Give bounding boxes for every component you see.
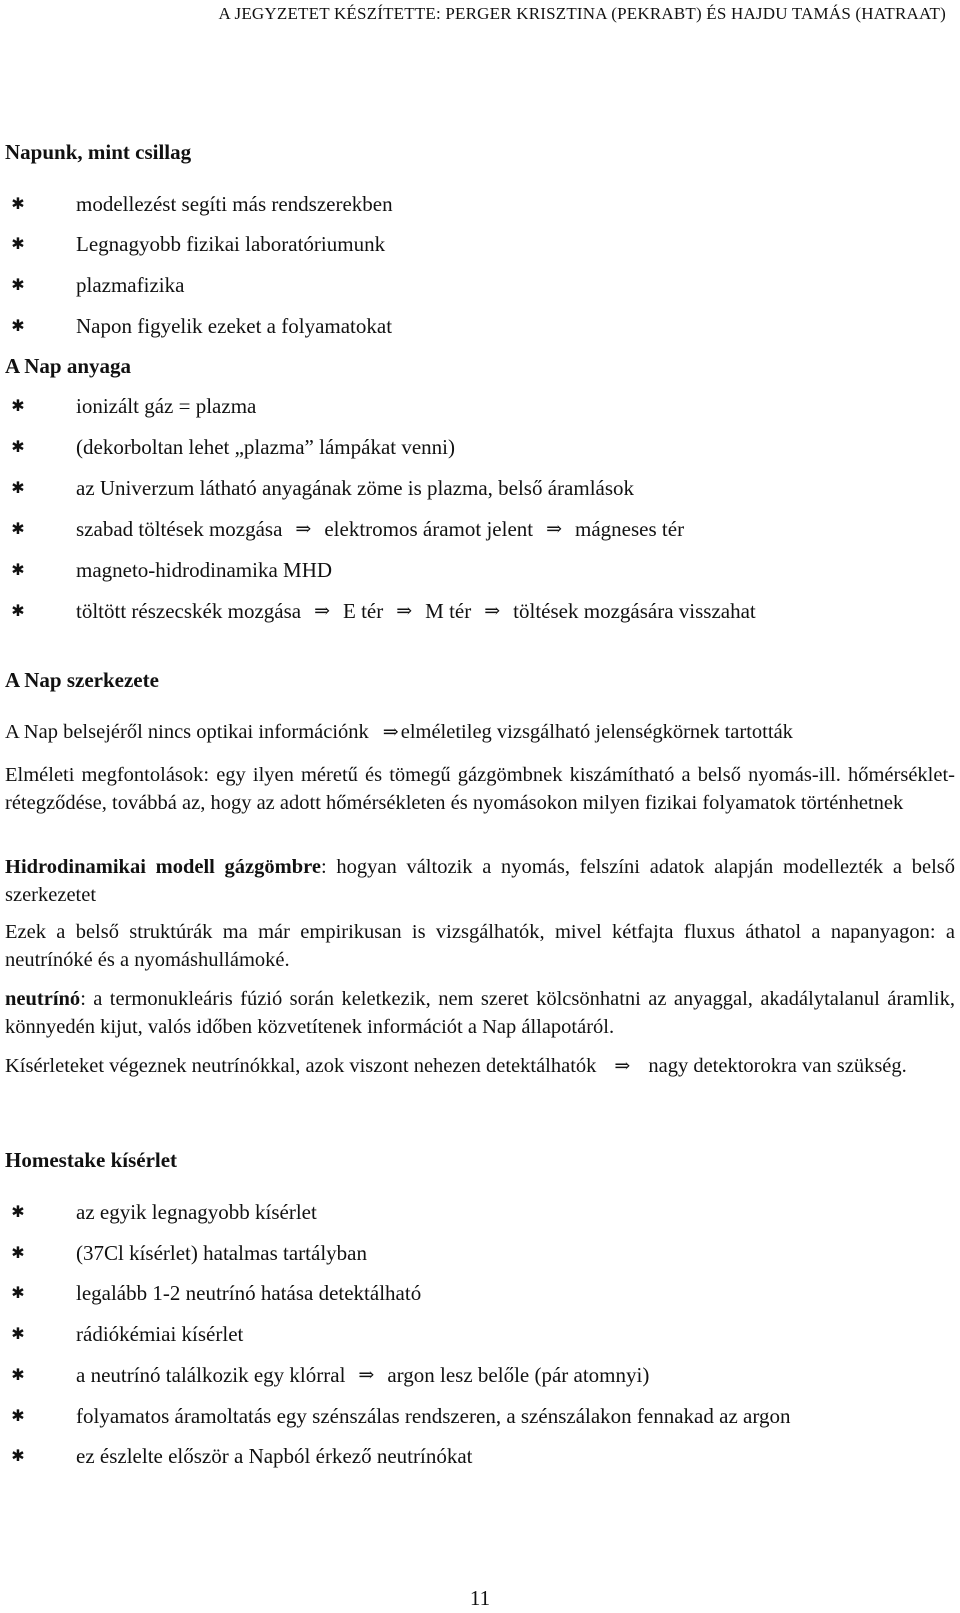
section-heading: A Nap szerkezete xyxy=(5,668,159,692)
bullet-star-icon xyxy=(10,522,26,538)
bullet-star-icon xyxy=(10,1205,26,1221)
list-item: ✱ rádiókémiai kísérlet xyxy=(10,1322,243,1347)
list-item: ✱ (37Cl kísérlet) hatalmas tartályban xyxy=(10,1241,367,1266)
bullet-star-icon xyxy=(10,563,26,579)
bullet-star-icon xyxy=(10,319,26,335)
list-item: ✱ az Univerzum látható anyagának zöme is plazma, belső áramlások xyxy=(10,476,634,501)
implies-arrow-icon xyxy=(484,600,500,623)
list-item: ✱ Napon figyelik ezeket a folyamatokat xyxy=(10,314,392,339)
list-item: ✱ szabad töltések mozgása ⇒ elektromos áramot jelent ⇒ mágneses tér xyxy=(10,517,684,542)
implies-arrow-icon xyxy=(614,1053,630,1081)
paragraph: Ezek a belső struktúrák ma már empirikusan is vizsgálhatók, mivel kétfajta fluxus áthatol a napanyagon: a neutrínóké és a nyomáshullámoké. xyxy=(5,921,955,971)
list-item: ✱ magneto-hidrodinamika MHD xyxy=(10,558,332,583)
bullet-star-icon xyxy=(10,399,26,415)
list-item: ✱ töltött részecskék mozgása ⇒ E tér ⇒ M tér ⇒ töltések mozgására visszahat xyxy=(10,599,756,624)
bullet-star-icon xyxy=(10,481,26,497)
implies-arrow-icon xyxy=(295,518,311,541)
running-header: A JEGYZETET KÉSZÍTETTE: PERGER KRISZTINA (PEKRABT) ÉS HAJDU TAMÁS (HATRAAT) xyxy=(218,4,946,23)
page-number: 11 xyxy=(469,1586,491,1610)
implies-arrow-icon xyxy=(314,600,330,623)
list-item: ✱ plazmafizika xyxy=(10,273,184,298)
bullet-star-icon xyxy=(10,1327,26,1343)
section-heading: A Nap anyaga xyxy=(5,354,132,378)
section-heading: Homestake kísérlet xyxy=(5,1148,178,1172)
list-item: ✱ a neutrínó találkozik egy klórral ⇒ argon lesz belőle (pár atomnyi) xyxy=(10,1363,649,1388)
list-item: ✱ ionizált gáz = plazma xyxy=(10,394,256,419)
list-item: ✱ folyamatos áramoltatás egy szénszálas rendszeren, a szénszálakon fennakad az argon xyxy=(10,1404,790,1429)
list-item: ✱ (dekorboltan lehet „plazma” lámpákat venni) xyxy=(10,435,455,460)
bullet-star-icon xyxy=(10,1286,26,1302)
bullet-star-icon xyxy=(10,440,26,456)
bullet-star-icon xyxy=(10,1409,26,1425)
implies-arrow-icon xyxy=(396,600,412,623)
paragraph: Elméleti megfontolások: egy ilyen méretű és tömegű gázgömbnek kiszámítható a belső nyomás-ill. hőmérséklet-rétegződése, továbbá az, hogy az adott hőmérsékleten és nyomásokon milyen fizikai folyamatok történhetnek xyxy=(5,764,955,814)
bullet-star-icon xyxy=(10,1368,26,1384)
bullet-star-icon xyxy=(10,278,26,294)
bullet-star-icon xyxy=(10,1246,26,1262)
paragraph: A Nap belsejéről nincs optikai információnk⇒ elméletileg vizsgálható jelenségkörnek tartották xyxy=(5,721,793,744)
implies-arrow-icon xyxy=(546,518,562,541)
list-item: ✱ modellezést segíti más rendszerekben xyxy=(10,192,393,217)
paragraph: Hidrodinamikai modell gázgömbre: hogyan változik a nyomás, felszíni adatok alapján modellezték a belső szerkezetet xyxy=(5,856,956,906)
bullet-star-icon xyxy=(10,1449,26,1465)
paragraph: neutrínó: a termonukleáris fúzió során keletkezik, nem szeret kölcsönhatni az anyaggal, akadálytalanul áramlik, könnyedén kijut, valós időben közvetítenek információt a Nap állapotáról. xyxy=(5,988,955,1038)
list-item: ✱ ez észlelte először a Napból érkező neutrínókat xyxy=(10,1444,472,1469)
bullet-star-icon xyxy=(10,237,26,253)
bullet-star-icon xyxy=(10,604,26,620)
paragraph: Kísérleteket végeznek neutrínókkal, azok viszont nehezen detektálhatók⇒ nagy detektorokra van szükség. xyxy=(5,1052,955,1081)
implies-arrow-icon xyxy=(358,1364,374,1387)
list-item: ✱ Legnagyobb fizikai laboratóriumunk xyxy=(10,232,385,257)
implies-arrow-icon xyxy=(383,721,399,744)
list-item: ✱ legalább 1-2 neutrínó hatása detektálható xyxy=(10,1281,421,1306)
list-item: ✱ az egyik legnagyobb kísérlet xyxy=(10,1200,317,1225)
bullet-star-icon xyxy=(10,197,26,213)
section-heading: Napunk, mint csillag xyxy=(5,140,192,164)
